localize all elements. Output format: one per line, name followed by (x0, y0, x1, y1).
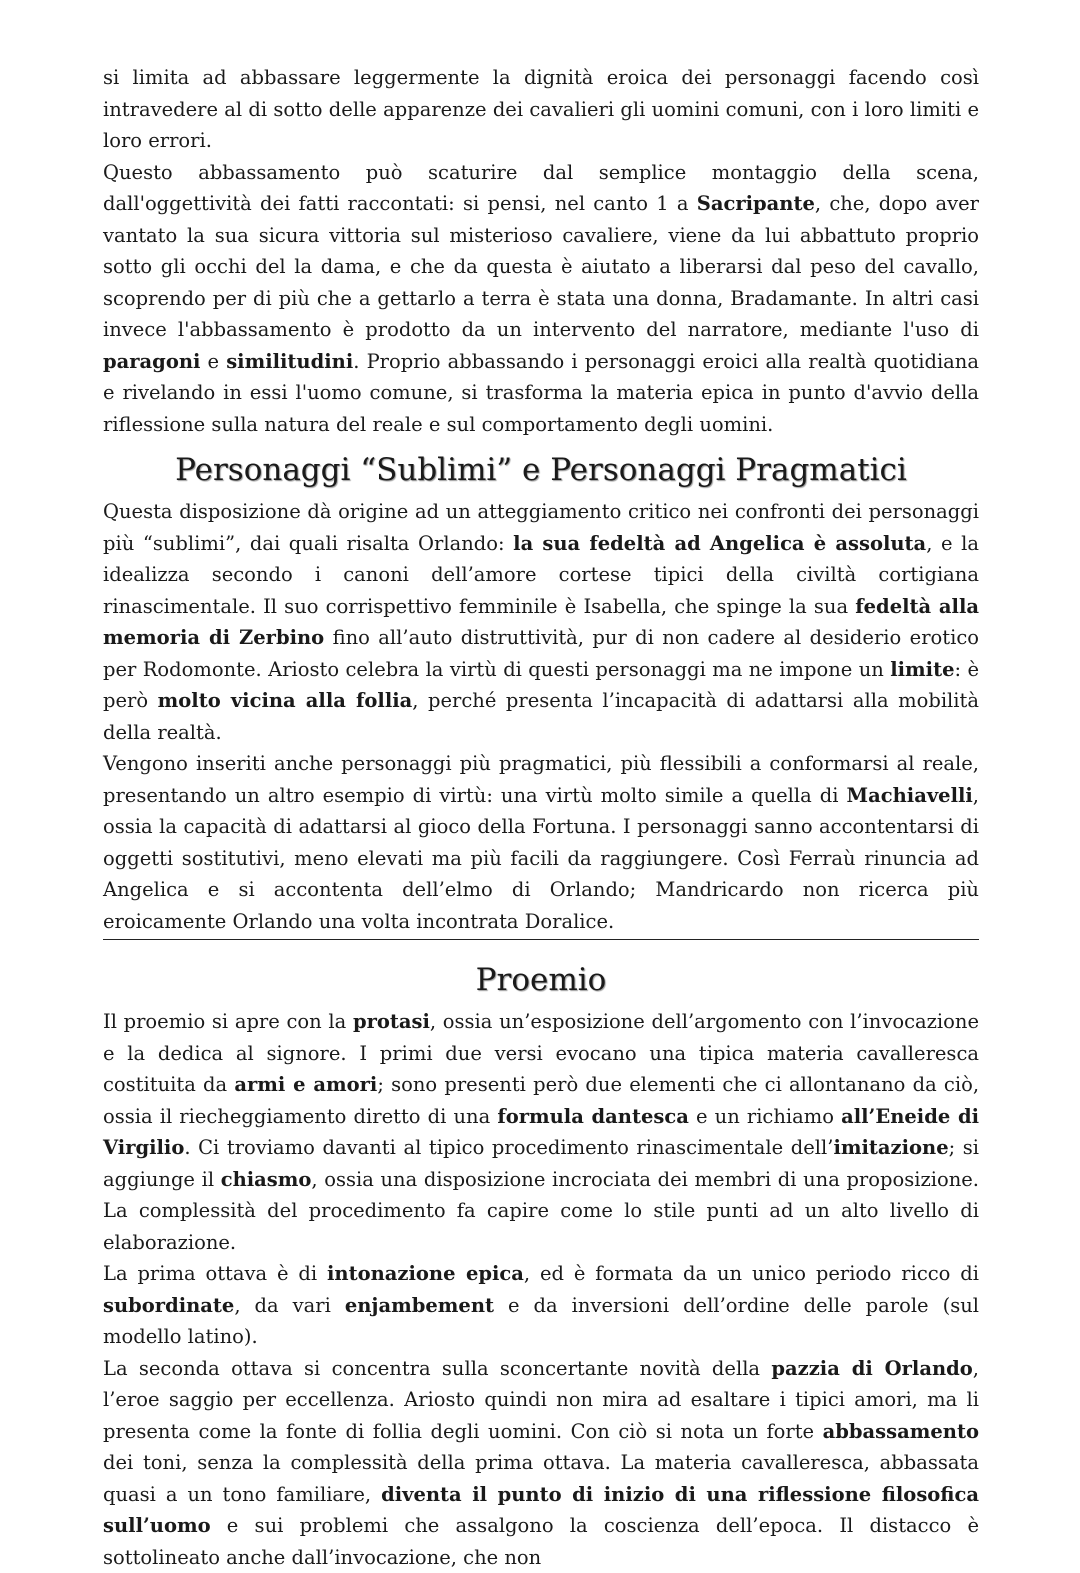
text-run: e un richiamo (689, 1105, 841, 1128)
text-run: La seconda ottava si concentra sulla sconcertante novità della (103, 1357, 771, 1380)
section-sublimi (103, 496, 979, 937)
text-run: : è però (103, 658, 979, 713)
bold-text: abbassamento (823, 1420, 979, 1443)
text-run: . Ci troviamo davanti al tipico procedimento rinascimentale dell’ (184, 1136, 833, 1159)
bold-text: chiasmo (221, 1168, 312, 1191)
text-run: , che, dopo aver vantato la sua sicura vittoria sul misterioso cavaliere, viene da lui abbattuto proprio sotto gli occhi del la dama, e che da questa è aiutato a liberarsi dal peso del cavallo, scoprendo per di più che a gettarlo a terra è stata una donna, Bradamante. In altri casi invece l'abbassamento è prodotto da un intervento del narratore, mediante l'uso di (103, 192, 979, 341)
text-run: , ossia un’esposizione dell’argomento con l’invocazione e la dedica al signore. I primi due versi evocano una tipica materia cavalleresca costituita da (103, 1010, 979, 1096)
bold-text: protasi (353, 1010, 430, 1033)
paragraph (103, 1006, 979, 1258)
text-run: e (200, 350, 226, 373)
text-run: , ossia una disposizione incrociata dei membri di una proposizione. La complessità del procedimento fa capire come lo stile punti ad un alto livello di elaborazione. (103, 1168, 979, 1254)
text-run: , l’eroe saggio per eccellenza. Ariosto quindi non mira ad esaltare i tipici amori, ma li presenta come la fonte di follia degli uomini. Con ciò si nota un forte (103, 1357, 979, 1443)
text-run: ; si aggiunge il (103, 1136, 979, 1191)
bold-text: paragoni (103, 350, 200, 373)
bold-text: diventa il punto di inizio di una riflessione filosofica sull’uomo (103, 1483, 979, 1538)
text-run: , da vari (234, 1294, 344, 1317)
paragraph (103, 157, 979, 441)
bold-text: pazzia di Orlando (771, 1357, 972, 1380)
paragraph (103, 62, 979, 157)
bold-text: limite (890, 658, 954, 681)
section-heading-sublimi: Personaggi “Sublimi” e Personaggi Pragmatici (103, 450, 979, 490)
text-run: e sui problemi che assalgono la coscienza dell’epoca. Il distacco è sottolineato anche dall’invocazione, che non (103, 1514, 979, 1569)
paragraph (103, 748, 979, 937)
text-run: . Proprio abbassando i personaggi eroici alla realtà quotidiana e rivelando in essi l'uomo comune, si trasforma la materia epica in punto d'avvio della riflessione sulla natura del reale e sul comportamento degli uomini. (103, 350, 979, 436)
bold-text: intonazione epica (327, 1262, 524, 1285)
bold-text: Machiavelli (847, 784, 973, 807)
text-run: Il proemio si apre con la (103, 1010, 353, 1033)
section-intro (103, 62, 979, 440)
paragraph (103, 496, 979, 748)
bold-text: molto vicina alla follia (158, 689, 413, 712)
text-run: , e la idealizza secondo i canoni dell’amore cortese tipici della civiltà cortigiana rinascimentale. Il suo corrispettivo femminile è Isabella, che spinge la sua (103, 532, 979, 618)
text-run: Questa disposizione dà origine ad un atteggiamento critico nei confronti dei personaggi più “sublimi”, dai quali risalta Orlando: (103, 500, 979, 555)
paragraph (103, 1353, 979, 1573)
text-run: dei toni, senza la complessità della prima ottava. La materia cavalleresca, abbassata quasi a un tono familiare, (103, 1451, 979, 1506)
text-run: , ossia la capacità di adattarsi al gioco della Fortuna. I personaggi sanno accontentarsi di oggetti sostitutivi, meno elevati ma più facili da raggiungere. Così Ferraù rinuncia ad Angelica e si accontenta dell’elmo di Orlando; Mandricardo non ricerca più eroicamente Orlando una volta incontrata Doralice. (103, 784, 979, 933)
section-divider (103, 939, 979, 940)
text-run: Vengono inseriti anche personaggi più pragmatici, più flessibili a conformarsi al reale, presentando un altro esempio di virtù: una virtù molto simile a quella di (103, 752, 979, 807)
text-run: ; sono presenti però due elementi che ci allontanano da ciò, ossia il riecheggiamento diretto di una (103, 1073, 979, 1128)
bold-text: subordinate (103, 1294, 234, 1317)
section-proemio (103, 1006, 979, 1573)
text-run: La prima ottava è di (103, 1262, 327, 1285)
section-heading-proemio: Proemio (103, 960, 979, 1000)
text-run: fino all’auto distruttività, pur di non cadere al desiderio erotico per Rodomonte. Ariosto celebra la virtù di questi personaggi ma ne impone un (103, 626, 979, 681)
text-run: Questo abbassamento può scaturire dal semplice montaggio della scena, dall'oggettività dei fatti raccontati: si pensi, nel canto 1 a (103, 161, 979, 216)
document-page (103, 62, 979, 1573)
bold-text: la sua fedeltà ad Angelica è assoluta (513, 532, 926, 555)
bold-text: imitazione (833, 1136, 948, 1159)
bold-text: formula dantesca (497, 1105, 689, 1128)
text-run: si limita ad abbassare leggermente la dignità eroica dei personaggi facendo così intravedere al di sotto delle apparenze dei cavalieri gli uomini comuni, con i loro limiti e loro errori. (103, 66, 979, 152)
text-run: , ed è formata da un unico periodo ricco di (524, 1262, 979, 1285)
bold-text: similitudini (226, 350, 353, 373)
bold-text: Sacripante (697, 192, 815, 215)
bold-text: fedeltà alla memoria di Zerbino (103, 595, 979, 650)
bold-text: armi e amori (234, 1073, 377, 1096)
bold-text: all’Eneide di Virgilio (103, 1105, 979, 1160)
bold-text: enjambement (345, 1294, 494, 1317)
paragraph (103, 1258, 979, 1353)
text-run: e da inversioni dell’ordine delle parole (sul modello latino). (103, 1294, 979, 1349)
text-run: , perché presenta l’incapacità di adattarsi alla mobilità della realtà. (103, 689, 979, 744)
